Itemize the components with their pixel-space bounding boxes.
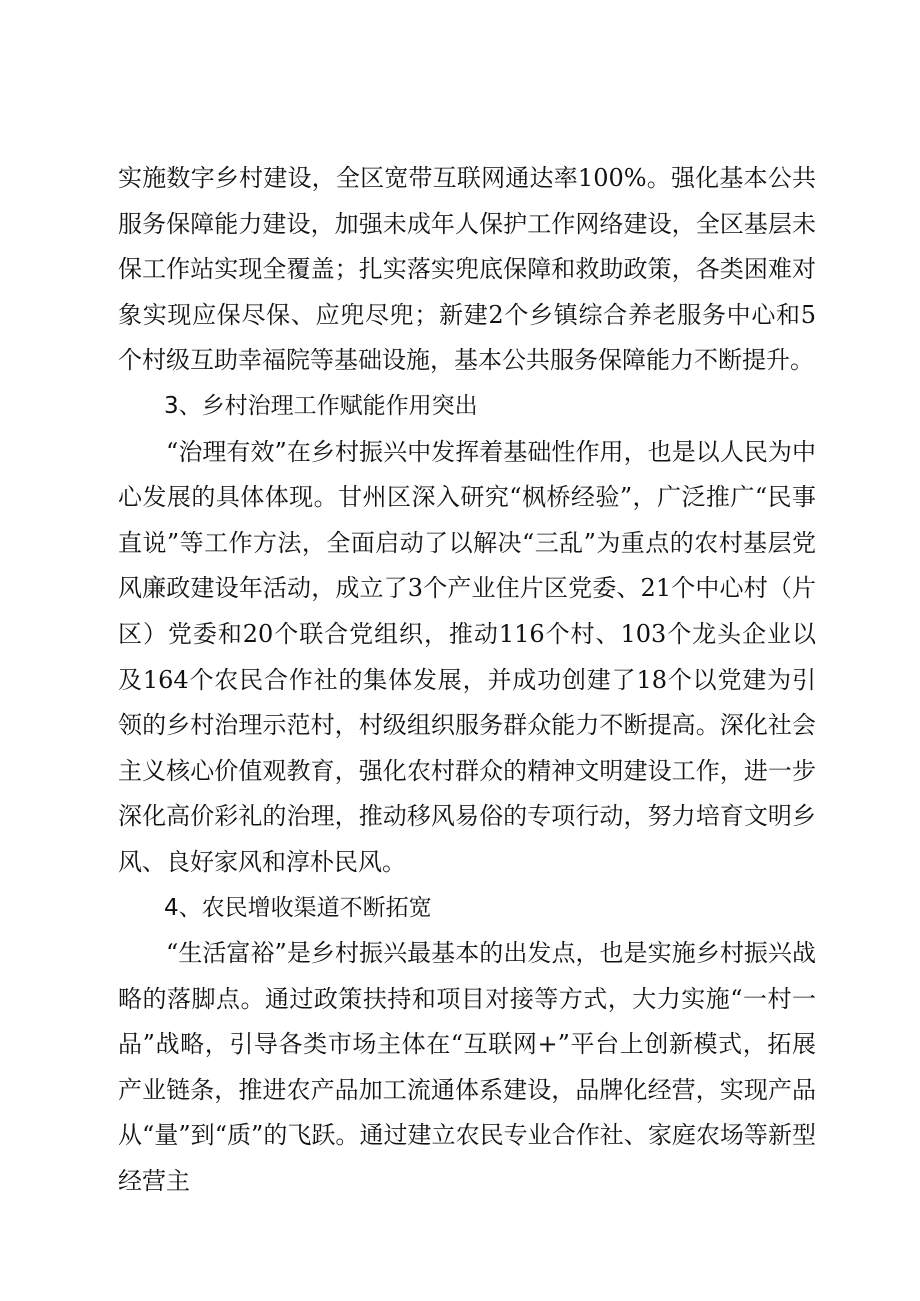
paragraph-rural-governance: “治理有效”在乡村振兴中发挥着基础性作用，也是以人民为中心发展的具体体现。甘州区深入研究“枫桥经验”，广泛推广“民事直说”等工作方法，全面启动了以解决“三乱”为重点的农村基层党风廉政建设年活动，成立了3个产业住片区党委、21个中心村（片区）党委和20个联合党组织，推动116个村、103个龙头企业以及164个农民合作社的集体发展，并成功创建了18个以党建为引领的乡村治理示范村，村级组织服务群众能力不断提高。深化社会主义核心价值观教育，强化农村群众的精神文明建设工作，进一步深化高价彩礼的治理，推动移风易俗的专项行动，努力培育文明乡风、良好家风和淳朴民风。 bbox=[118, 437, 816, 876]
section-heading-4: 4、农民增收渠道不断拓宽 bbox=[164, 894, 432, 921]
section-heading-3: 3、乡村治理工作赋能作用突出 bbox=[164, 392, 478, 419]
document-body bbox=[118, 156, 816, 1205]
paragraph-farmer-income: “生活富裕”是乡村振兴最基本的出发点，也是实施乡村振兴战略的落脚点。通过政策扶持和项目对接等方式，大力实施“一村一品”战略，引导各类市场主体在“互联网+”平台上创新模式，拓展产业链条，推进农产品加工流通体系建设，品牌化经营，实现产品从“量”到“质”的飞跃。通过建立农民专业合作社、家庭农场等新型经营主 bbox=[118, 939, 816, 1196]
paragraph-digital-village: 实施数字乡村建设，全区宽带互联网通达率100%。强化基本公共服务保障能力建设，加强未成年人保护工作网络建设，全区基层未保工作站实现全覆盖；扎实落实兜底保障和救助政策，各类困难对象实现应保尽保、应兜尽兜；新建2个乡镇综合养老服务中心和5个村级互助幸福院等基础设施，基本公共服务保障能力不断提升。 bbox=[118, 164, 816, 375]
